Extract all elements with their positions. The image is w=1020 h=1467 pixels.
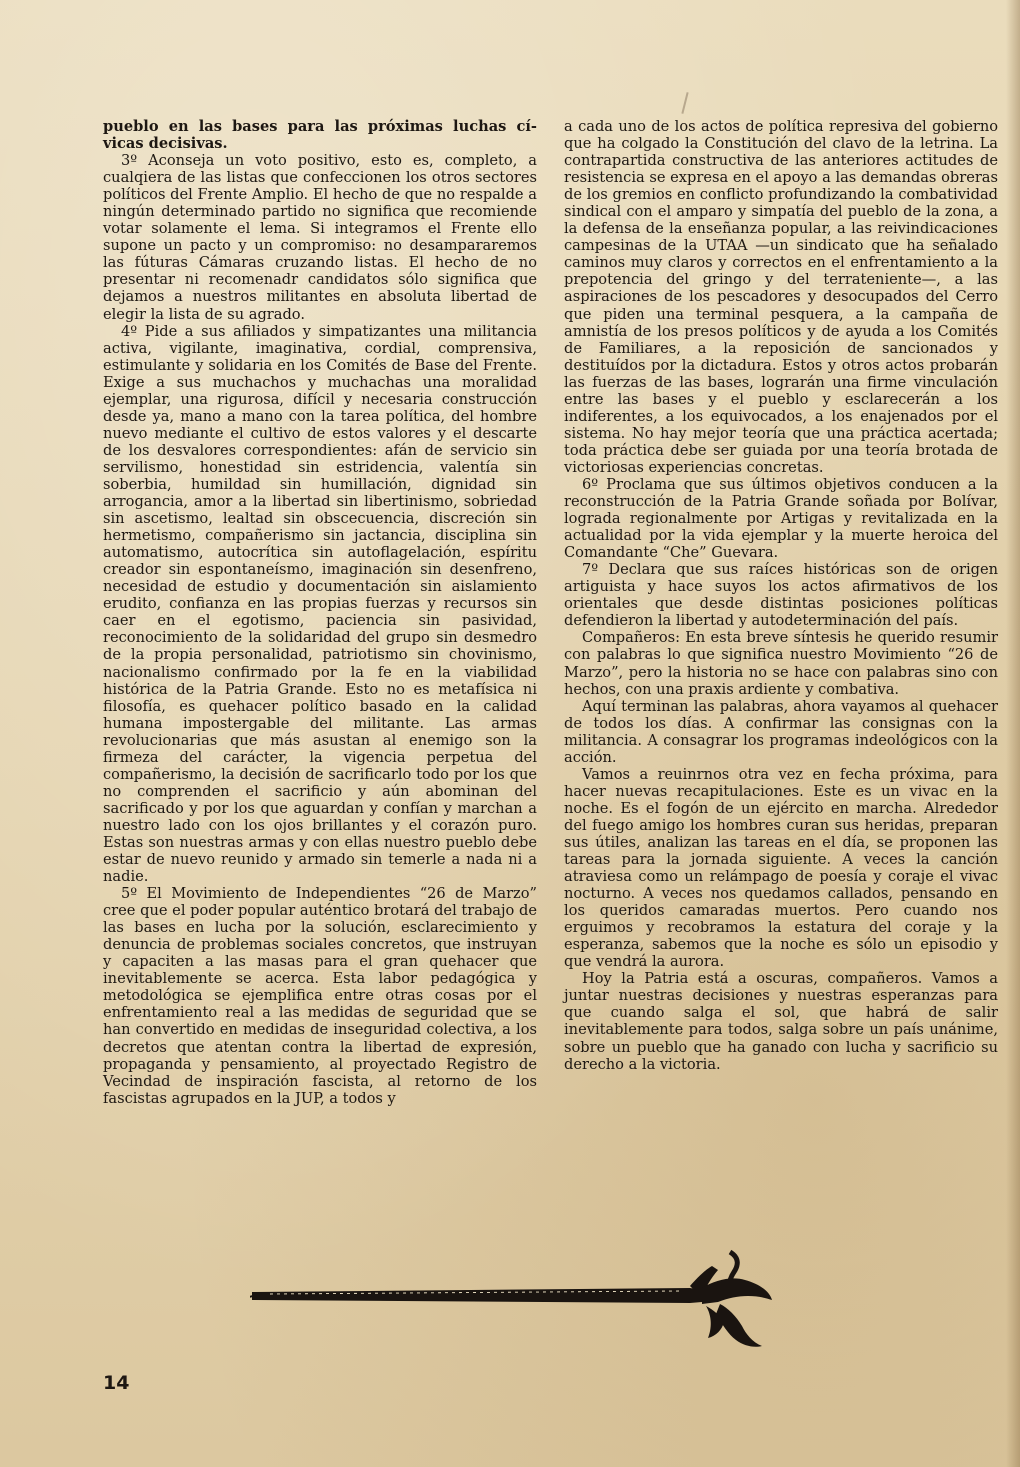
paragraph-point-5: 5º El Movimiento de Independientes “26 de Marzo” cree que el poder popular auténtico brotará del trabajo de las bases en lucha por la solución, esclarecimiento y denuncia de problemas sociales concretos, que instruyan y capaciten a las masas para el gran quehacer que inevitablemente se acerca. Esta labor pedagógica y metodológica se ejemplifica entre otras cosas por el enfrentamiento real a las medidas de seguridad que se han convertido en medidas de inseguridad colectiva, a los decretos que atentan contra la libertad de expresión, propaganda y pensamiento, al proyectado Registro de Vecindad de inspiración fascista, al retorno de los fascistas agrupados en la JUP, a todos y	[103, 885, 537, 1107]
paragraph-point-6: 6º Proclama que sus últimos objetivos conducen a la reconstrucción de la Patria Grande soñada por Bolívar, lograda regionalmente por Artigas y revitalizada en la actualidad por la vida ejemplar y la muerte heroica del Comandante “Che” Guevara.	[564, 475, 998, 562]
left-column	[103, 118, 537, 1107]
right-column	[564, 118, 998, 1073]
paragraph-intro: pueblo en las bases para las próximas luchas cí-vicas decisivas.	[103, 118, 537, 153]
paragraph-point-7: 7º Declara que sus raíces históricas son de origen artiguista y hace suyos los actos afirmativos de los orientales que desde distintas posiciones políticas defendieron la libertad y autodeterminación del país.	[564, 561, 998, 630]
page-number: 14	[103, 1372, 130, 1394]
paragraph-hoy-la-patria: Hoy la Patria está a oscuras, compañeros. Vamos a juntar nuestras decisiones y nuestras esperanzas para que cuando salga el sol, que habrá de salir inevitablemente para todos, salga sobre un país unánime, sobre un pueblo que ha ganado con lucha y sacrificio su derecho a la victoria.	[564, 970, 998, 1073]
paragraph-point-5-continued: a cada uno de los actos de política represiva del gobierno que ha colgado la Constitución del clavo de la letrina. La contrapartida constructiva de las anteriores actitudes de resistencia se expresa en el apoyo a las demandas obreras de los gremios en conflicto profundizando la combatividad sindical con el amparo y simpatía del pueblo de la zona, a la defensa de la enseñanza popular, a las reivindicaciones campesinas de la UTAA —un sindicato que ha señalado caminos muy claros y correctos en el enfrentamiento a la prepotencia del gringo y del terrateniente—, a las aspiraciones de los pescadores y desocupados del Cerro que piden una terminal pesquera, a la campaña de amnistía de los presos políticos y de ayuda a los Comités de Familiares, a la reposición de sancionados y destituídos por la dictadura. Estos y otros actos probarán las fuerzas de las bases, lograrán una firme vinculación entre las bases y el pueblo y esclarecerán a los indiferentes, a los equivocados, a los enajenados por el sistema. No hay mejor teoría que una práctica acertada; toda práctica debe ser guiada por una teoría brotada de victoriosas experiencias concretas.	[564, 118, 998, 476]
paragraph-vamos-a-reunirnos: Vamos a reuinrnos otra vez en fecha próxima, para hacer nuevas recapitulaciones. Este es un vivac en la noche. Es el fogón de un ejército en marcha. Alrededor del fuego amigo los hombres curan sus heridas, preparan sus útiles, analizan las tareas en el día, se proponen las tareas para la jornada siguiente. A veces la canción atraviesa como un relámpago de poesía y coraje el vivac nocturno. A veces nos quedamos callados, pensando en los queridos camaradas muertos. Pero cuando nos erguimos y recobramos la estatura del coraje y la esperanza, sabemos que la noche es sólo un episodio y que vendrá la aurora.	[564, 765, 998, 971]
paragraph-point-4: 4º Pide a sus afiliados y simpatizantes una militancia activa, vigilante, imaginativa, cordial, comprensiva, estimulante y solidaria en los Comités de Base del Frente. Exige a sus muchachos y muchachas una moralidad ejemplar, una rigurosa, difícil y necesaria construcción desde ya, mano a mano con la tarea política, del hombre nuevo mediante el cultivo de estos valores y el descarte de los desvalores correspondientes: afán de servicio sin servilismo, honestidad sin estridencia, valentía sin soberbia, humildad sin humillación, dignidad sin arrogancia, amor a la libertad sin libertinismo, sobriedad sin ascetismo, lealtad sin obscecuencia, discreción sin hermetismo, compañerismo sin jactancia, disciplina sin automatismo, autocrítica sin autoflagelación, espíritu creador sin espontaneísmo, imaginación sin desenfreno, necesidad de estudio y documentación sin aislamiento erudito, confianza en las propias fuerzas y recursos sin caer en el egotismo, paciencia sin pasividad, reconocimiento de la solidaridad del grupo sin desmedro de la propia personalidad, patriotismo sin chovinismo, nacionalismo confirmado por la fe en la viabilidad histórica de la Patria Grande. Esto no es metafísica ni filosofía, es quehacer político basado en la calidad humana impostergable del militante. Las armas revolucionarias que más asustan al enemigo son la firmeza del carácter, la vigencia perpetua del compañerismo, la decisión de sacrificarlo todo por los que no comprenden el sacrificio y aún abominan del sacrificado y por los que aguardan y confían y marchan a nuestro lado con los ojos brillantes y el corazón puro. Estas son nuestras armas y con ellas nuestro pueblo debe estar de nuevo reunido y armado sin temerle a nada ni a nadie.	[103, 322, 537, 886]
paragraph-companeros: Compañeros: En esta breve síntesis he querido resumir con palabras lo que significa nuestro Movimiento “26 de Marzo”, pero la historia no se hace con palabras sino con hechos, con una praxis ardiente y combativa.	[564, 629, 998, 698]
saber-icon	[250, 1248, 780, 1353]
paragraph-aqui-terminan: Aquí terminan las palabras, ahora vayamos al quehacer de todos los días. A confirmar las consignas con la militancia. A consagrar los programas indeológicos con la acción.	[564, 697, 998, 766]
paragraph-point-3: 3º Aconseja un voto positivo, esto es, completo, a cualqiera de las listas que confeccionen los otros sectores políticos del Frente Amplio. El hecho de que no respalde a ningún determinado partido no significa que recomiende votar solamente el lema. Si integramos el Frente ello supone un pacto y un compromiso: no desampararemos las fúturas Cámaras cruzando listas. El hecho de no presentar ni recomenadr candidatos sólo significa que dejamos a nuestros militantes en absoluta libertad de elegir la lista de su agrado.	[103, 152, 537, 323]
page-edge-shadow	[1006, 0, 1020, 1467]
pencil-mark	[681, 92, 688, 114]
